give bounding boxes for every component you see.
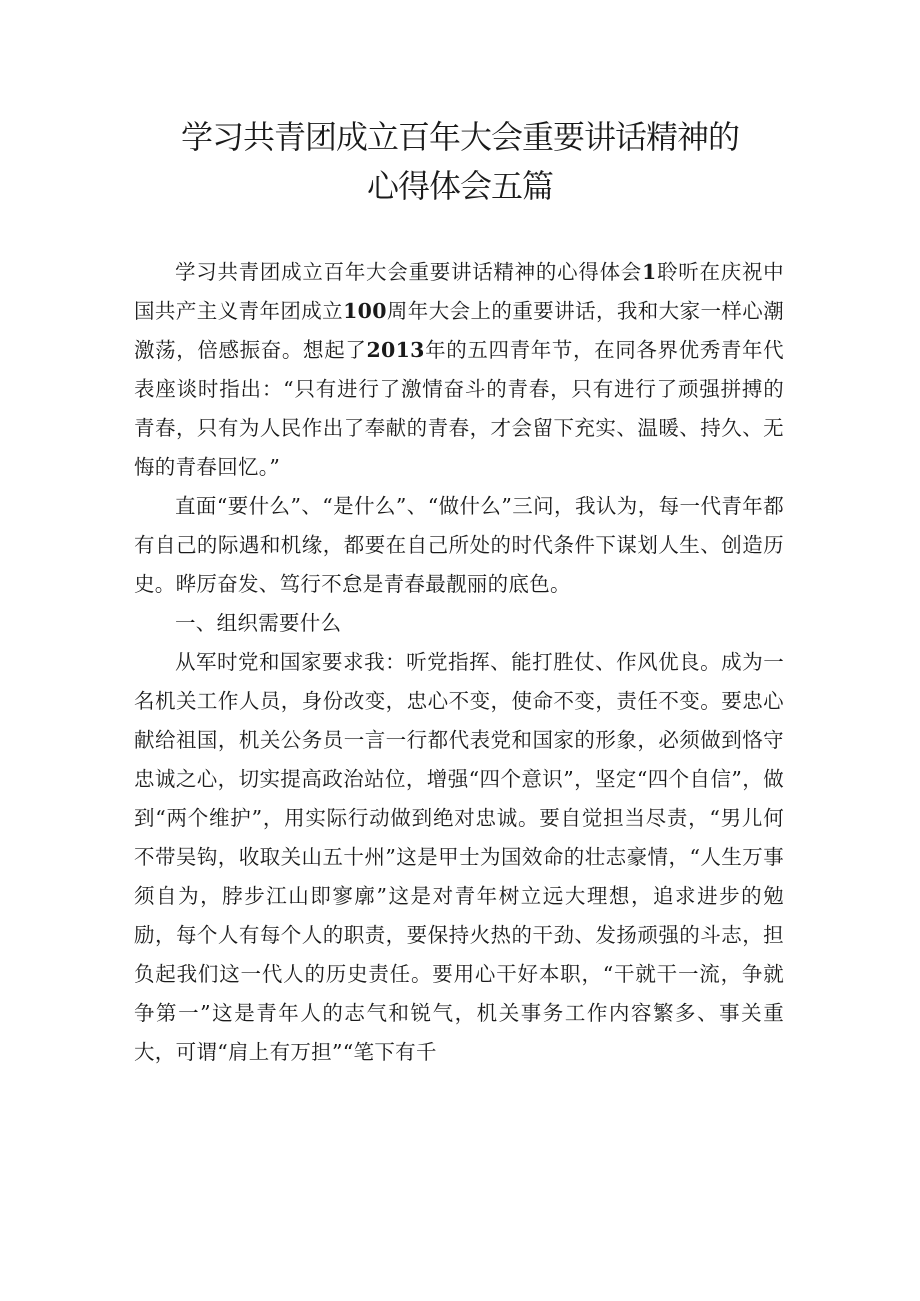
paragraph-three-questions: 直面“要什么”、“是什么”、“做什么”三问，我认为，每一代青年都有自己的际遇和机缘，都要在自己所处的时代条件下谋划人生、创造历史。晔厉奋发、笃行不怠是青春最靓丽的底色。 [134,494,784,596]
paragraph-intro-number-2013: 2013 [366,338,425,362]
document-title-line-1: 学习共青团成立百年大会重要讲话精神的 [180,118,739,156]
paragraph-intro-number-1: 1 [642,260,657,284]
paragraph-intro-text-c: 周年大会上的重要讲话，我和大家一样心潮激荡，倍感振奋。想起了 [134,299,785,362]
paragraph-intro-text-a: 学习共青团成立百年大会重要讲话精神的心得体会 [175,260,643,284]
section-heading-1: 一、组织需要什么 [175,611,342,635]
paragraph-organization-needs: 从军时党和国家要求我：听党指挥、能打胜仗、作风优良。成为一名机关工作人员，身份改变，忠心不变，使命不变，责任不变。要忠心献给祖国，机关公务员一言一行都代表党和国家的形象，必须做到恪守忠诚之心，切实提高政治站位，增强“四个意识”，坚定“四个自信”，做到“两个维护”，用实际行动做到绝对忠诚。要自觉担当尽责，“男儿何不带吴钩，收取关山五十州”这是甲士为国效命的壮志豪情，“人生万事须自为，脖步江山即寥廓”这是对青年树立远大理想，追求进步的勉励，每个人有每个人的职责，要保持火热的干劲、发扬顽强的斗志，担负起我们这一代人的历史责任。要用心干好本职，“干就干一流，争就争第一”这是青年人的志气和锐气，机关事务工作内容繁多、事关重大，可谓“肩上有万担”“笔下有千 [134,650,784,1064]
paragraph-intro-text-b: 聆听在庆祝中国共产主义青年团成立 [134,260,784,323]
paragraph-intro [134,253,784,487]
document-body [134,253,784,1072]
paragraph-intro-text-d: 年的五四青年节，在同各界优秀青年代表座谈时指出：“只有进行了激情奋斗的青春，只有进行了顽强拼搏的青春，只有为人民作出了奉献的青春，才会留下充实、温暖、持久、无悔的青春回忆。” [134,338,784,479]
document-title-line-2: 心得体会五篇 [366,167,553,205]
paragraph-intro-number-100: 100 [343,299,387,323]
